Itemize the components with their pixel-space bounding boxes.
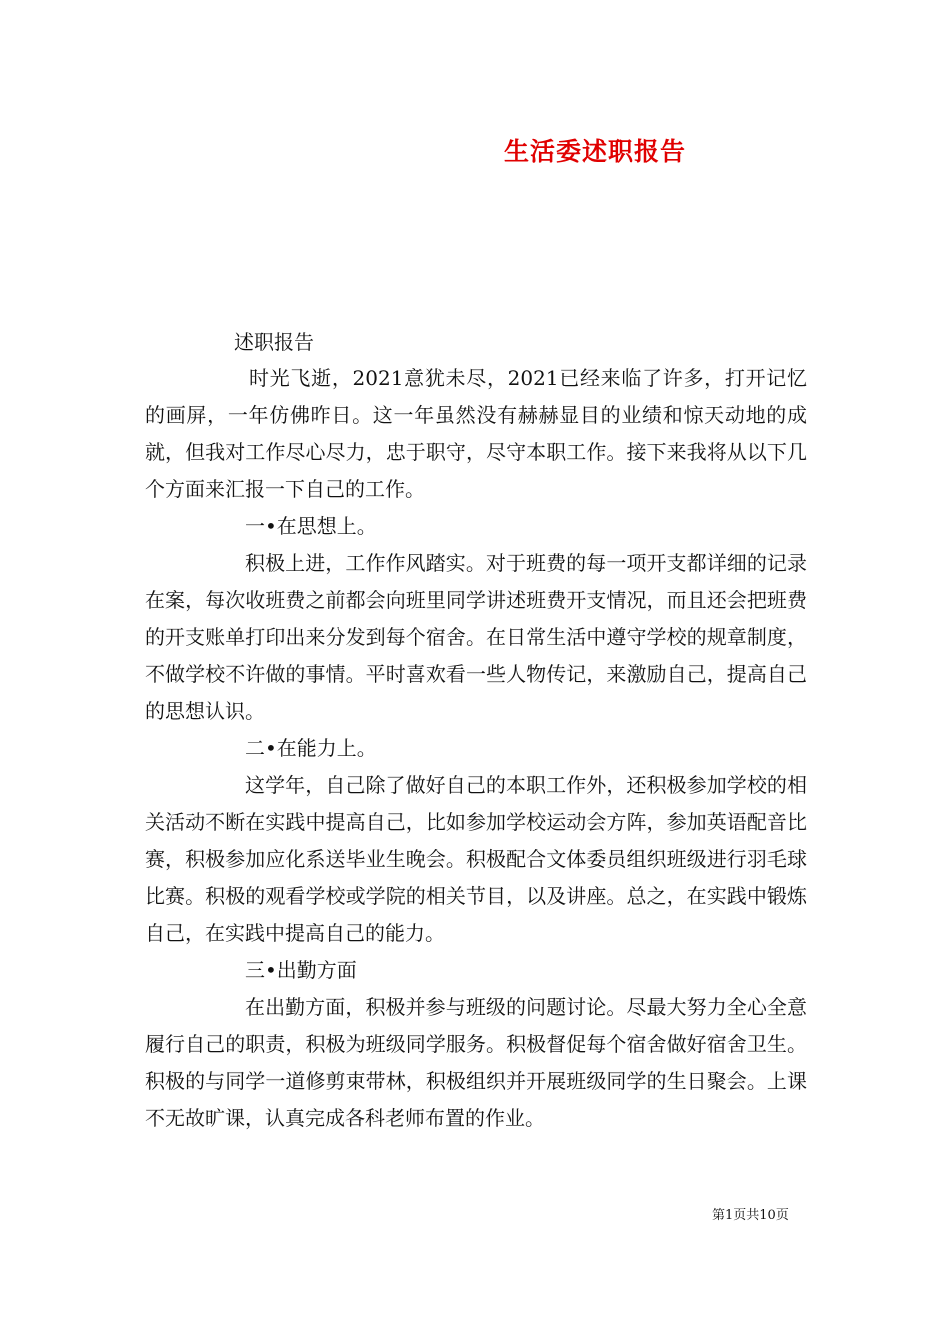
document-body [145, 360, 807, 1137]
paragraph-intro: 时光飞逝，2021意犹未尽，2021已经来临了许多，打开记忆的画屏，一年仿佛昨日。这一年虽然没有赫赫显目的业绩和惊天动地的成就，但我对工作尽心尽力，忠于职守，尽守本职工作。接下来我将从以下几个方面来汇报一下自己的工作。 [145, 366, 807, 501]
document-title: 生活委述职报告 [503, 137, 686, 166]
section-heading-thought: 一•在思想上。 [245, 514, 377, 538]
paragraph-ability: 这学年，自己除了做好自己的本职工作外，还积极参加学校的相关活动不断在实践中提高自己，比如参加学校运动会方阵，参加英语配音比赛，积极参加应化系送毕业生晚会。积极配合文体委员组织班级进行羽毛球比赛。积极的观看学校或学院的相关节目，以及讲座。总之，在实践中锻炼自己，在实践中提高自己的能力。 [145, 773, 807, 945]
page-number-footer: 第1页共10页 [712, 1208, 789, 1223]
section-heading-ability: 二•在能力上。 [245, 736, 377, 760]
paragraph-attendance: 在出勤方面，积极并参与班级的问题讨论。尽最大努力全心全意履行自己的职责，积极为班级同学服务。积极督促每个宿舍做好宿舍卫生。积极的与同学一道修剪束带林，积极组织并开展班级同学的生日聚会。上课不无故旷课，认真完成各科老师布置的作业。 [145, 995, 807, 1130]
section-heading-attendance: 三•出勤方面 [245, 958, 357, 982]
paragraph-thought: 积极上进，工作作风踏实。对于班费的每一项开支都详细的记录在案，每次收班费之前都会向班里同学讲述班费开支情况，而且还会把班费的开支账单打印出来分发到每个宿舍。在日常生活中遵守学校的规章制度，不做学校不许做的事情。平时喜欢看一些人物传记，来激励自己，提高自己的思想认识。 [145, 551, 807, 723]
report-label: 述职报告 [234, 330, 314, 354]
